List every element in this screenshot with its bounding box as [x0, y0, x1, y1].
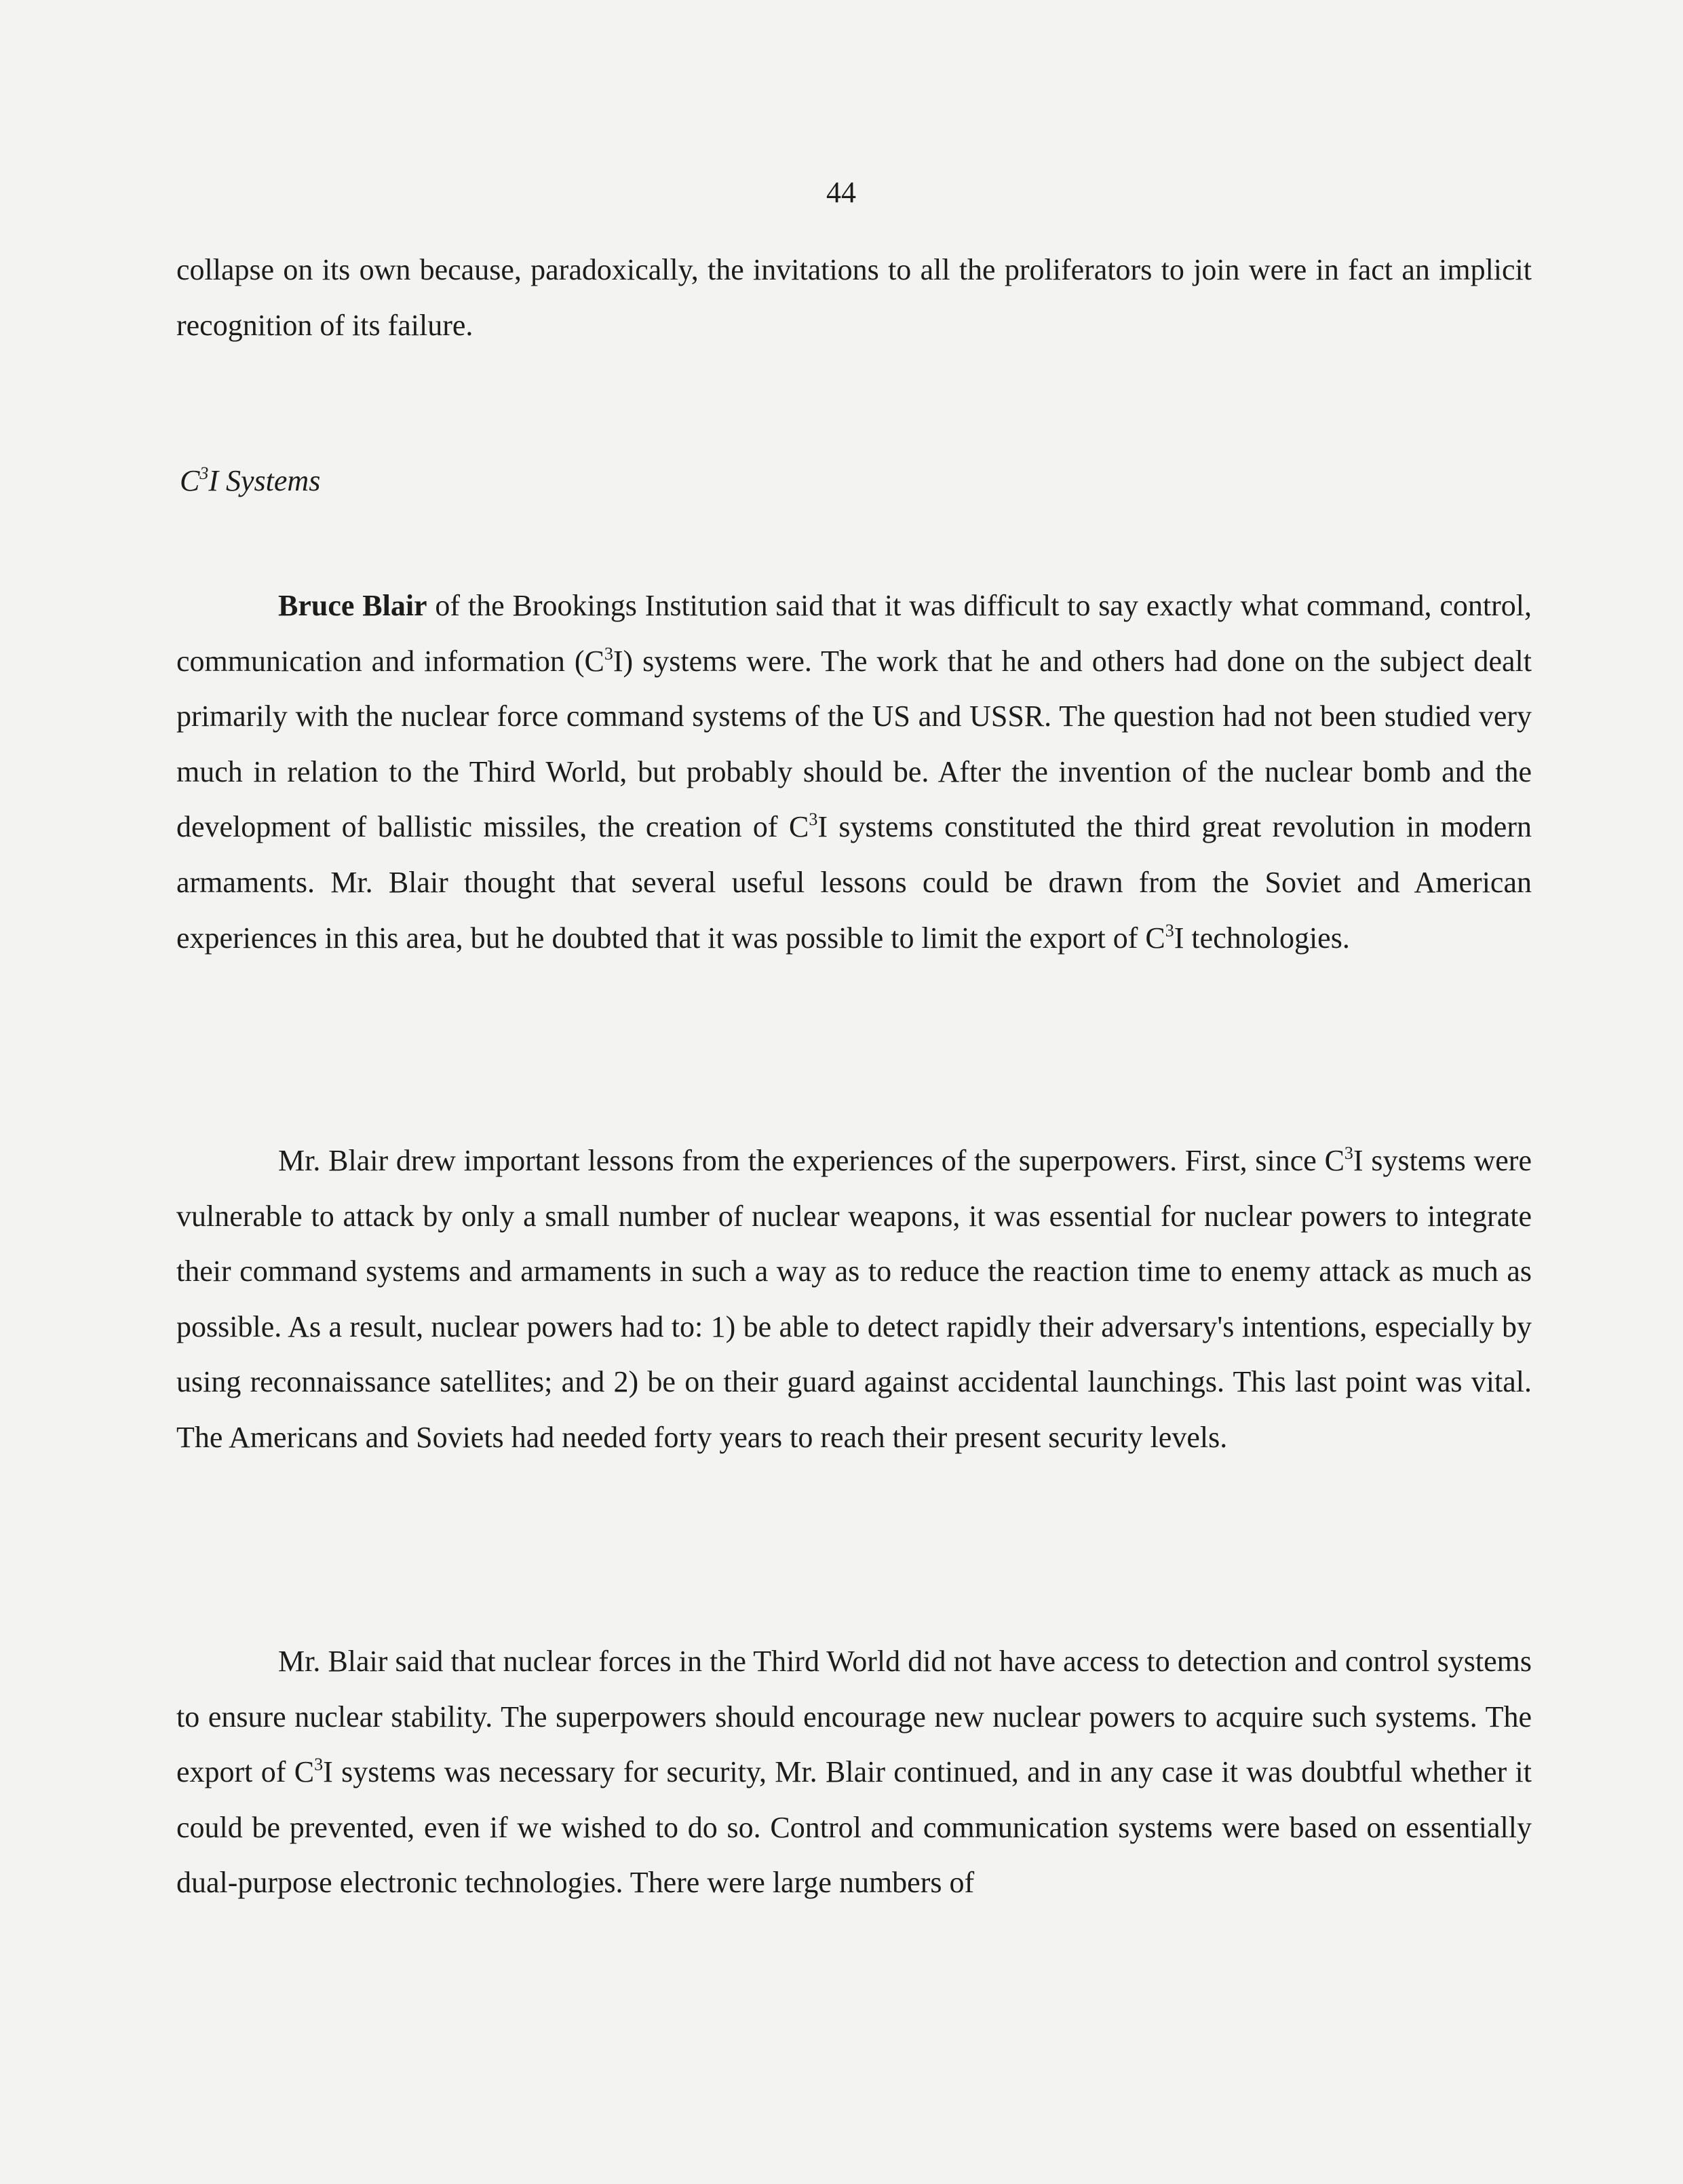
paragraph-third-world-text	[176, 1634, 1532, 1911]
paragraph-blair-intro-text	[176, 578, 1532, 965]
paragraph-2-part-2: I systems were vulnerable to attack by only a small number of nuclear weapons, it was essential for nuclear powers to integrate their command systems and armaments in such a way as to reduce the reaction time to enemy attack as much as possible. As a result, nuclear powers had to: 1) be able to detect rapidly their adversary's intentions, especially by using reconnaissance satellites; and 2) be on their guard against accidental launchings. This last point was vital. The Americans and Soviets had needed forty years to reach their present security levels.	[176, 1144, 1532, 1454]
continued-paragraph	[176, 242, 1532, 353]
page-number: 44	[826, 176, 856, 209]
section-heading-suffix: I Systems	[208, 464, 321, 497]
superscript-3: 3	[1344, 1143, 1353, 1163]
paragraph-1-part-2: I) systems were. The work that he and others had done on the subject dealt primarily with the nuclear force command systems of the US and USSR. The question had not been studied very much in relation to the Third World, but probably should be. After the invention of the nuclear bomb and the development of ballistic missiles, the creation of C	[176, 644, 1532, 844]
paragraph-2-part-1: Mr. Blair drew important lessons from the experiences of the superpowers. First, since C	[278, 1144, 1345, 1177]
paragraph-lessons-text	[176, 1133, 1532, 1465]
speaker-name: Bruce Blair	[278, 589, 427, 622]
superscript-3: 3	[809, 809, 818, 830]
paragraph-1-part-3: I systems constituted the third great revolution in modern armaments. Mr. Blair thought that several useful lessons could be drawn from the Soviet and American experiences in this area, but he doubted that it was possible to limit the export of C	[176, 810, 1532, 955]
superscript-3: 3	[1165, 920, 1174, 940]
paragraph-1-part-4: I technologies.	[1174, 921, 1350, 955]
paragraph-3-part-2: I systems was necessary for security, Mr. Blair continued, and in any case it was doubtful whether it could be prevented, even if we wished to do so. Control and communication systems were based on essentially dual-purpose electronic technologies. There were large numbers of	[176, 1755, 1532, 1900]
paragraph-1-part-1: of the Brookings Institution said that it was difficult to say exactly what command, control, communication and information (C	[176, 589, 1532, 678]
paragraph-blair-intro	[176, 578, 1532, 965]
paragraph-3-part-1: Mr. Blair said that nuclear forces in the Third World did not have access to detection and control systems to ensure nuclear stability. The superpowers should encourage new nuclear powers to acquire such systems. The export of C	[176, 1645, 1532, 1789]
superscript-3: 3	[604, 643, 613, 664]
paragraph-third-world	[176, 1634, 1532, 1911]
section-heading-superscript: 3	[199, 463, 209, 483]
paragraph-lessons	[176, 1133, 1532, 1465]
section-heading-prefix: C	[180, 464, 200, 497]
superscript-3: 3	[314, 1755, 324, 1775]
continued-paragraph-text: collapse on its own because, paradoxically, the invitations to all the proliferators to join were in fact an implicit recognition of its failure.	[176, 253, 1532, 342]
section-heading	[180, 463, 320, 498]
